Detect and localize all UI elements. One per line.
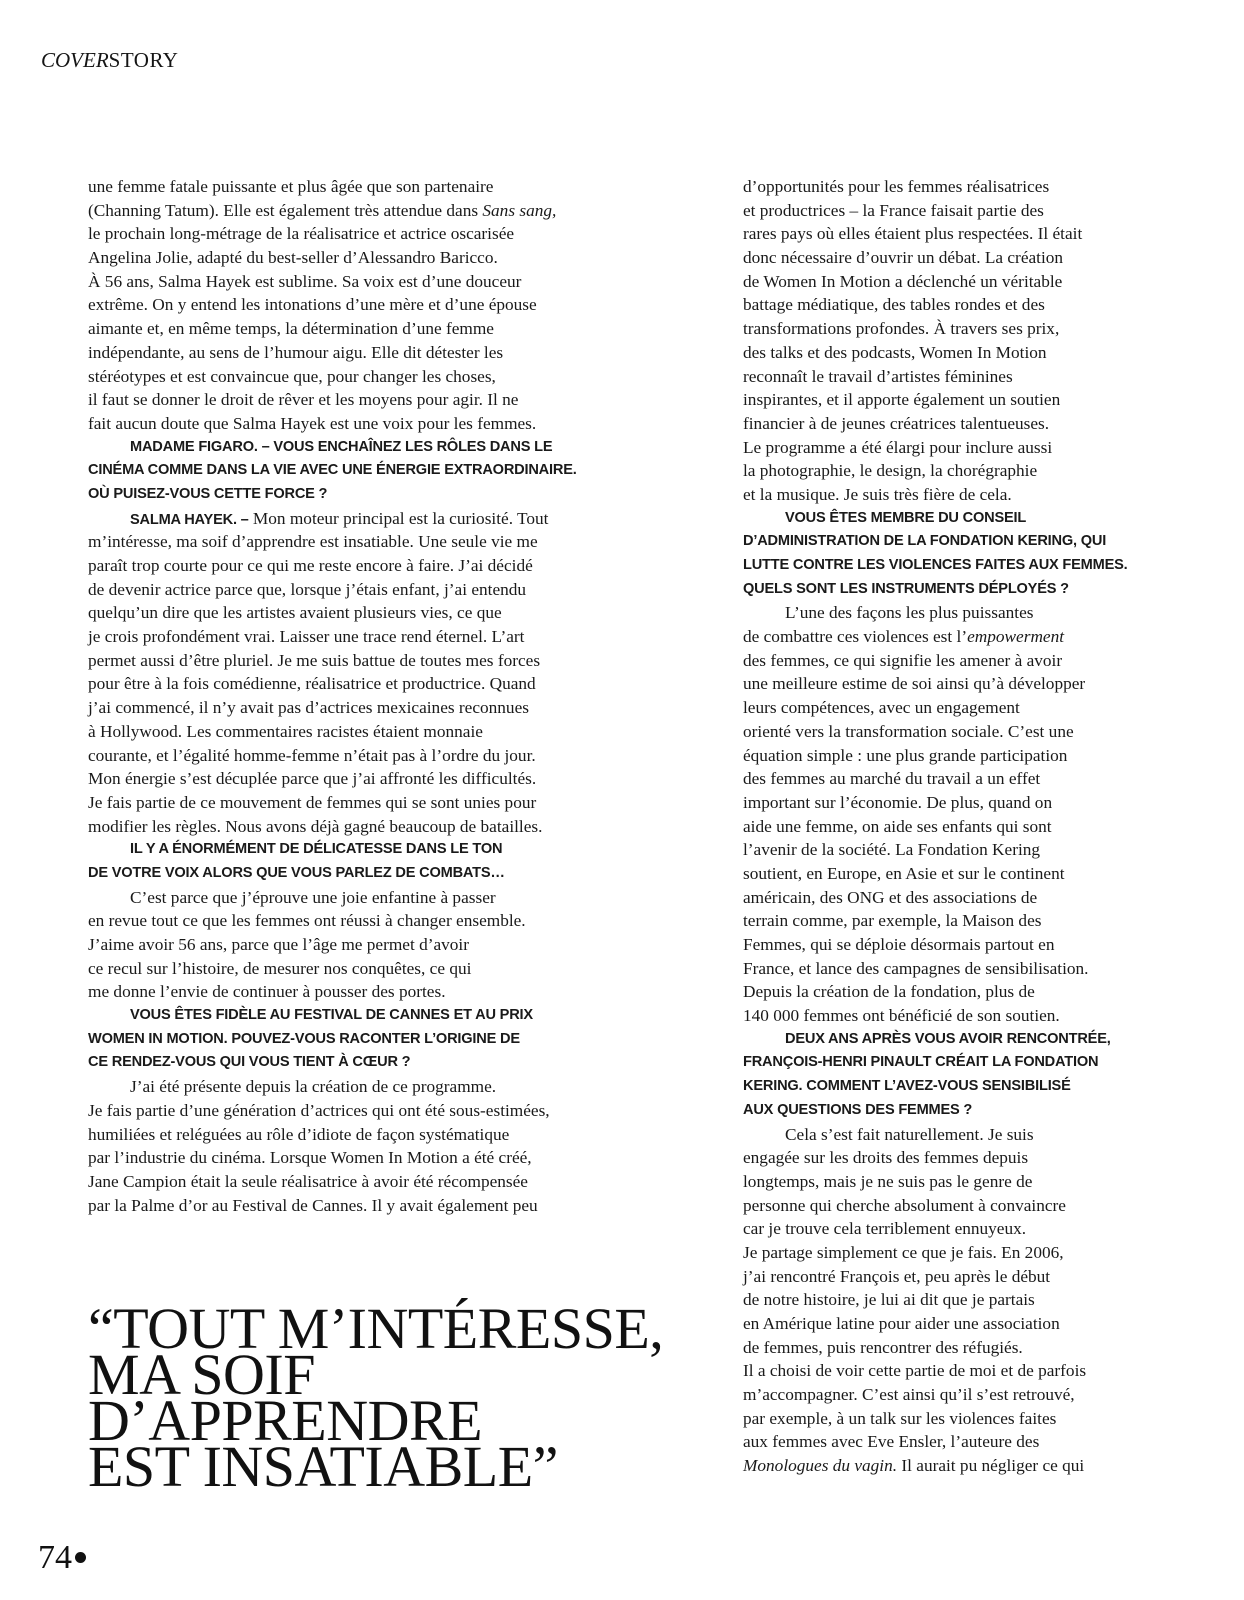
body-line [743,270,1133,294]
body-line [743,1430,1133,1454]
line-text: important sur l’économie. De plus, quand on [743,792,1053,812]
speaker-label: SALMA HAYEK. – [130,511,249,528]
line-text: Angelina Jolie, adapté du best-seller d’Alessandro Baricco. [88,248,498,268]
body-line [743,815,1133,839]
pull-quote [88,1296,688,1499]
body-line [743,459,1133,483]
body-line [88,767,628,791]
body-line [88,1123,628,1147]
body-line [743,1359,1133,1383]
body-line [88,530,628,554]
line-text: battage médiatique, des tables rondes et des [743,295,1045,315]
question-line [88,436,628,460]
line-text: le prochain long-métrage de la réalisatrice et actrice oscarisée [88,224,515,244]
body-line [743,1312,1133,1336]
line-text: soutient, en Europe, en Asie et sur le continent [743,863,1065,883]
line-text: aide une femme, on aide ses enfants qui sont [743,816,1052,836]
body-line [88,317,628,341]
line-text: orienté vers la transformation sociale. C’est une [743,721,1074,741]
body-line [88,980,628,1004]
body-line [743,1265,1133,1289]
line-text: aux femmes avec Eve Ensler, l’auteure des [743,1432,1040,1452]
body-line [743,933,1133,957]
line-text: France, et lance des campagnes de sensibilisation. [743,958,1089,978]
line-text: j’ai rencontré François et, peu après le début [743,1266,1051,1286]
body-line [88,578,628,602]
body-line [88,744,628,768]
body-line [88,1194,628,1218]
body-line [743,1146,1133,1170]
question-line [743,1099,1133,1123]
line-text: rares pays où elles étaient plus respectées. Il était [743,224,1083,244]
body-line [743,957,1133,981]
body-line [88,365,628,389]
body-line [743,436,1133,460]
body-line [743,886,1133,910]
line-text: américain, des ONG et des associations de [743,887,1038,907]
body-line [88,909,628,933]
body-line [743,199,1133,223]
body-line [88,246,628,270]
body-line [743,365,1133,389]
body-line [88,957,628,981]
question-line [743,1051,1133,1075]
line-text: Mon moteur principal est la curiosité. Tout [248,508,549,528]
body-line [88,625,628,649]
body-line [743,317,1133,341]
line-text: à Hollywood. Les commentaires racistes étaient monnaie [88,721,483,741]
body-line [88,720,628,744]
body-line [88,1146,628,1170]
body-line [743,767,1133,791]
line-text: Il a choisi de voir cette partie de moi et de parfois [743,1361,1087,1381]
line-text: humiliées et reléguées au rôle d’idiote de façon systématique [88,1124,510,1144]
line-text: financier à de jeunes créatrices talentueuses. [743,413,1050,433]
question-line [743,554,1133,578]
line-text: Depuis la création de la fondation, plus de [743,982,1035,1002]
line-text: des femmes au marché du travail a un effet [743,769,1041,789]
line-text: de femmes, puis rencontrer des réfugiés. [743,1337,1023,1357]
line-text: une femme fatale puissante et plus âgée que son partenaire [88,177,494,196]
body-line [743,1454,1133,1478]
line-text: donc nécessaire d’ouvrir un débat. La création [743,248,1064,268]
italic-word: Sans sang, [482,200,557,220]
body-line [88,815,628,839]
body-line [88,1170,628,1194]
body-line [88,293,628,317]
body-line [88,601,628,625]
body-line [88,886,628,910]
line-text: m’accompagner. C’est ainsi qu’il s’est retrouvé, [743,1385,1075,1405]
line-text: D’ADMINISTRATION DE LA FONDATION KERING, QUI [743,533,1107,550]
body-line [743,838,1133,862]
body-line [88,388,628,412]
body-line [743,601,1133,625]
line-text: par la Palme d’or au Festival de Cannes. Il y avait également peu [88,1195,538,1215]
body-line [743,1004,1133,1028]
line-text: (Channing Tatum). Elle est également très attendue dans [88,200,483,220]
line-text: Je partage simplement ce que je fais. En 2006, [743,1242,1064,1262]
line-text: et productrices – la France faisait partie des [743,200,1044,220]
body-line [88,933,628,957]
line-text: modifier les règles. Nous avons déjà gagné beaucoup de batailles. [88,816,543,836]
pull-quote-line: D’APPRENDRE [88,1388,483,1453]
line-text: ce recul sur l’histoire, de mesurer nos conquêtes, ce qui [88,958,472,978]
line-text: J’aime avoir 56 ans, parce que l’âge me permet d’avoir [88,935,469,954]
line-text: aimante et, en même temps, la détermination d’une femme [88,319,494,339]
body-line [743,720,1133,744]
body-line [743,1217,1133,1241]
body-line [88,672,628,696]
body-line [743,246,1133,270]
line-text: LUTTE CONTRE LES VIOLENCES FAITES AUX FEMMES. [743,557,1128,573]
body-line [743,222,1133,246]
body-line [743,1288,1133,1312]
body-line [743,909,1133,933]
italic-word: empowerment [967,627,1065,647]
line-text: par l’industrie du cinéma. Lorsque Women In Motion a été créé, [88,1148,532,1168]
line-text: FRANÇOIS-HENRI PINAULT CRÉAIT LA FONDATION [743,1054,1099,1071]
line-text: équation simple : une plus grande participation [743,745,1068,765]
line-text: transformations profondes. À travers ses prix, [743,319,1060,339]
line-text: VOUS ÊTES FIDÈLE AU FESTIVAL DE CANNES ET AU PRIX [130,1007,533,1024]
question-line [743,1028,1133,1052]
line-text: 140 000 femmes ont bénéficié de son soutien. [743,1006,1060,1026]
body-line [743,649,1133,673]
line-text: car je trouve cela terriblement ennuyeux. [743,1219,1027,1239]
question-line [88,1051,628,1075]
left-text-column [88,175,628,1217]
body-line [743,980,1133,1004]
line-text: Cela s’est fait naturellement. Je suis [785,1124,1034,1144]
line-text: longtemps, mais je ne suis pas le genre de [743,1171,1033,1191]
line-text: terrain comme, par exemple, la Maison des [743,911,1042,931]
body-line [88,222,628,246]
line-text: des talks et des podcasts, Women In Motion [743,342,1047,362]
line-text: extrême. On y entend les intonations d’une mère et d’une épouse [88,295,537,315]
line-text: de combattre ces violences est l’ [743,627,968,647]
body-line [743,1170,1133,1194]
question-line [88,483,628,507]
line-text: IL Y A ÉNORMÉMENT DE DÉLICATESSE DANS LE TON [130,841,503,858]
line-text: À 56 ans, Salma Hayek est sublime. Sa voix est d’une douceur [88,271,522,291]
line-text: la photographie, le design, la chorégraphie [743,461,1038,481]
line-text: Jane Campion était la seule réalisatrice à avoir été récompensée [88,1171,528,1191]
line-text: Il aurait pu négliger ce qui [897,1456,1085,1476]
question-line [743,578,1133,602]
question-line [743,530,1133,554]
body-line [743,862,1133,886]
body-line [88,1075,628,1099]
line-text: CINÉMA COMME DANS LA VIE AVEC UNE ÉNERGIE EXTRAORDINAIRE. [88,462,577,479]
line-text: MADAME FIGARO. – VOUS ENCHAÎNEZ LES RÔLES DANS LE [130,438,553,455]
line-text: QUELS SONT LES INSTRUMENTS DÉPLOYÉS ? [743,580,1069,597]
body-line [743,791,1133,815]
line-text: L’une des façons les plus puissantes [785,603,1034,623]
line-text: en Amérique latine pour aider une association [743,1314,1060,1333]
line-text: engagée sur les droits des femmes depuis [743,1148,1029,1168]
question-line [88,1028,628,1052]
line-text: courante, et l’égalité homme-femme n’était pas à l’ordre du jour. [88,745,536,765]
line-text: m’intéresse, ma soif d’apprendre est insatiable. Une seule vie me [88,532,538,552]
line-text: des femmes, ce qui signifie les amener à avoir [743,650,1063,670]
body-line [743,1383,1133,1407]
line-text: et la musique. Je suis très fière de cela. [743,484,1012,504]
line-text: leurs compétences, avec un engagement [743,698,1020,718]
pull-quote-line: EST INSATIABLE” [88,1434,558,1499]
body-line [743,293,1133,317]
line-text: quelqu’un dire que les artistes avaient plusieurs vies, ce que [88,603,502,623]
body-line [743,1123,1133,1147]
body-line [743,483,1133,507]
body-line [743,412,1133,436]
line-text: AUX QUESTIONS DES FEMMES ? [743,1101,973,1118]
body-line [743,1336,1133,1360]
body-line [743,1407,1133,1431]
line-text: j’ai commencé, il n’y avait pas d’actrices mexicaines reconnues [88,698,529,718]
line-text: stéréotypes et est convaincue que, pour changer les choses, [88,366,496,386]
line-text: il faut se donner le droit de rêver et les moyens pour agir. Il ne [88,390,519,410]
line-text: je crois profondément vrai. Laisser une trace rend éternel. L’art [88,627,525,647]
question-line [743,1075,1133,1099]
line-text: CE RENDEZ-VOUS QUI VOUS TIENT À CŒUR ? [88,1054,411,1071]
body-line [743,1241,1133,1265]
line-text: permet aussi d’être pluriel. Je me suis battue de toutes mes forces [88,650,541,670]
section-rubric [41,48,178,72]
body-line [88,341,628,365]
line-text: J’ai été présente depuis la création de ce programme. [130,1077,497,1097]
question-line [88,838,628,862]
body-line [88,554,628,578]
rubric-regular: STORY [108,48,179,72]
page-folio [38,1538,86,1578]
bullet-dot-icon [75,1552,86,1563]
body-line [743,175,1133,199]
body-line [743,625,1133,649]
body-line [88,175,628,199]
line-text: l’avenir de la société. La Fondation Kering [743,840,1041,860]
body-line [88,1099,628,1123]
line-text: indépendante, au sens de l’humour aigu. Elle dit détester les [88,342,504,362]
page-number: 74 [38,1539,72,1576]
body-line [88,649,628,673]
right-text-column [743,175,1133,1478]
body-line [88,412,628,436]
body-line [743,341,1133,365]
line-text: Femmes, qui se déploie désormais partout en [743,935,1055,954]
question-line [88,1004,628,1028]
line-text: KERING. COMMENT L’AVEZ-VOUS SENSIBILISÉ [743,1078,1071,1095]
body-line [88,696,628,720]
pull-quote-line: “TOUT M’INTÉRESSE, [88,1296,664,1361]
rubric-italic: COVER [41,48,109,72]
question-line [743,507,1133,531]
line-text: C’est parce que j’éprouve une joie enfantine à passer [130,887,496,907]
body-line [743,388,1133,412]
line-text: DEUX ANS APRÈS VOUS AVOIR RENCONTRÉE, [785,1030,1111,1047]
line-text: pour être à la fois comédienne, réalisatrice et productrice. Quand [88,674,536,694]
line-text: Le programme a été élargi pour inclure aussi [743,437,1053,457]
line-text: par exemple, à un talk sur les violences faites [743,1408,1057,1428]
italic-title: Monologues du vagin. [743,1456,898,1476]
line-text: DE VOTRE VOIX ALORS QUE VOUS PARLEZ DE COMBATS… [88,864,505,881]
line-text: en revue tout ce que les femmes ont réussi à changer ensemble. [88,911,526,931]
line-text: WOMEN IN MOTION. POUVEZ-VOUS RACONTER L’ORIGINE DE [88,1030,520,1047]
line-text: Je fais partie de ce mouvement de femmes qui se sont unies pour [88,792,537,812]
question-line [88,459,628,483]
body-line [88,791,628,815]
line-text: Mon énergie s’est décuplée parce que j’ai affronté les difficultés. [88,769,537,789]
body-line [743,696,1133,720]
body-line [743,1194,1133,1218]
line-text: me donne l’envie de continuer à pousser des portes. [88,982,446,1002]
body-line [743,744,1133,768]
line-text: inspirantes, et il apporte également un soutien [743,390,1061,410]
line-text: de notre histoire, je lui ai dit que je partais [743,1290,1035,1310]
line-text: de devenir actrice parce que, lorsque j’étais enfant, j’ai entendu [88,579,527,599]
body-line [88,199,628,223]
line-text: Je fais partie d’une génération d’actrices qui ont été sous-estimées, [88,1100,550,1120]
line-text: personne qui cherche absolument à convaincre [743,1195,1066,1215]
body-line [88,270,628,294]
line-text: d’opportunités pour les femmes réalisatrices [743,177,1050,196]
body-line [88,507,628,531]
line-text: de Women In Motion a déclenché un véritable [743,271,1063,291]
line-text: paraît trop courte pour ce qui me reste encore à faire. J’ai décidé [88,556,533,575]
line-text: une meilleure estime de soi ainsi qu’à développer [743,674,1086,694]
line-text: VOUS ÊTES MEMBRE DU CONSEIL [785,509,1027,526]
pull-quote-line: MA SOIF [88,1342,315,1407]
body-line [743,672,1133,696]
line-text: reconnaît le travail d’artistes féminines [743,366,1013,386]
line-text: OÙ PUISEZ-VOUS CETTE FORCE ? [88,485,328,502]
line-text: fait aucun doute que Salma Hayek est une voix pour les femmes. [88,413,537,433]
question-line [88,862,628,886]
